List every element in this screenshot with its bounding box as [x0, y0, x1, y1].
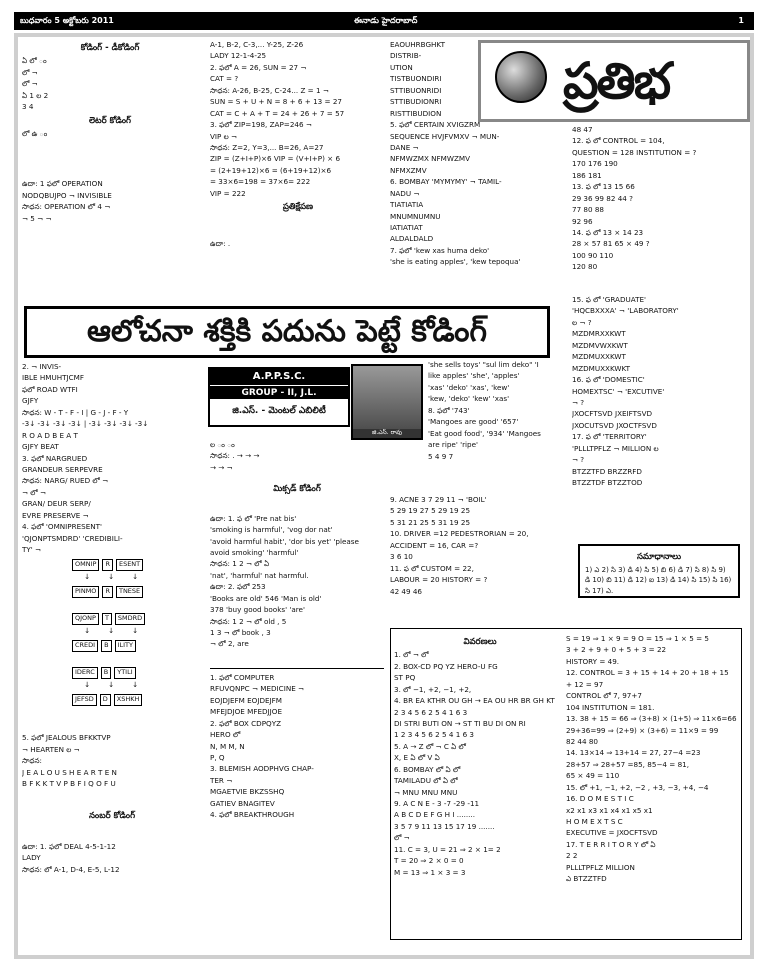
letter-box-row [72, 613, 148, 624]
text-line: 104 INSTITUTION = 181. [566, 702, 655, 712]
text-line: -3↓ -3↓ -3↓ -3↓ | -3↓ -3↓ -3↓ -3↓ [22, 419, 149, 429]
text-line: GATIEV BNAGITEV [210, 798, 275, 808]
text-line: STTIBUDIONRI [390, 97, 442, 107]
text-line: 1 2 3 4 5 6 2 5 4 1 6 3 [394, 730, 475, 740]
text-line: LABOUR = 20 HISTORY = ? [390, 575, 488, 585]
text-line: MZDMUXXKWKT [572, 363, 631, 373]
solutions-right-lines [566, 634, 738, 885]
text-line: ఉదా: 2. ఫలో 253 [210, 582, 266, 592]
text-line: GJFY BEAT [22, 442, 59, 452]
text-line: 2. BOX-CD PQ YZ HERO-U FG [394, 661, 498, 671]
text-line: are ripe' 'ripe' [428, 440, 478, 450]
letter-box: JEFSD [72, 694, 97, 705]
text-line: 92 96 [572, 216, 593, 226]
text-line: ల ¬ ? [572, 317, 592, 327]
column-mixed-coding [210, 440, 384, 950]
text-line: 1 3 ¬ లో book , 3 [210, 628, 271, 637]
text-line: 3 5 7 9 11 13 15 17 19 ....... [394, 821, 495, 831]
text-line: X, E ఏ లో V ఏ [394, 753, 440, 763]
letter-box: D [100, 694, 111, 705]
text-line: 14. ఫ లో 13 × 14 23 [572, 227, 644, 237]
text-line: A-1, B-2, C-3,... Y-25, Z-26 [210, 40, 304, 49]
text-line: 'Eat good food', '934' 'Mangoes [428, 428, 541, 438]
text-line: = 33×6=198 = 37×6= 222 [210, 177, 311, 187]
text-line: → → ¬ [210, 462, 233, 472]
text-line: 11. ఫ లో CUSTOM = 22, [390, 563, 474, 573]
text-line: B F K K T V P B F I Q O F U [22, 779, 116, 789]
text-line: T = 20 ⇒ 2 × 0 = 0 [394, 856, 464, 866]
text-line: 'nat', 'harmful' nat harmful. [210, 570, 309, 580]
text-line: PLLLTPFLZ MILLION [566, 862, 635, 872]
letter-box: TNESE [116, 586, 143, 597]
text-line: 2. ఫలో BOX CDPQYZ [210, 718, 282, 728]
letter-box: IDERC [72, 667, 98, 678]
text-line: RISTTIBUDION [390, 108, 442, 118]
text-line: 5 31 21 25 5 31 19 25 [390, 517, 471, 527]
col2b-lines [210, 440, 384, 473]
text-line: TY' ¬ [22, 545, 42, 554]
text-line: JXOCUTSVD JXOCTFSVD [572, 420, 657, 430]
text-line: MZDMVWXKWT [572, 340, 628, 350]
text-line: 7. ఫలో 'kew xas huma deko' [390, 245, 490, 255]
text-line: LADY 12-1-4-25 [210, 51, 267, 61]
text-line: H O M E X T S C [566, 817, 623, 826]
text-line: 'QJONPTSMDRD' 'CREDIBILI- [22, 533, 123, 543]
text-line: CONTROL లో 7, 97+7 [566, 691, 642, 701]
text-line: 17. T E R R I T O R Y లో ఏ [566, 839, 656, 849]
text-line: MZDMRXXKWT [572, 329, 626, 339]
text-line: HISTORY = 49. [566, 656, 620, 666]
column-questions-5-7 [390, 40, 568, 308]
text-line: SUN = S + U + N = 8 + 6 + 13 = 27 [210, 97, 342, 107]
col1b-lines [22, 362, 202, 555]
text-line: TISTBUONDIRI [390, 74, 442, 84]
col3b-lines [428, 360, 562, 462]
text-line: R O A D B E A T [22, 430, 78, 440]
text-line: JXOCFTSVD JXEIFTSVD [572, 409, 653, 419]
letter-box-row [72, 667, 139, 678]
text-line: CAT = ? [210, 74, 239, 84]
text-line: 'smoking is harmful', 'vog dor nat' [210, 525, 333, 535]
letter-box-row [72, 586, 146, 597]
photo-caption: జి.ఎస్. రావు [353, 429, 421, 438]
letter-box: OMNIP [72, 559, 99, 570]
text-line: 'HQCBXXXA' ¬ 'LABORATORY' [572, 306, 679, 316]
banner-title: ఆలోచనా శక్తికి పదును పెట్టే కోడింగ్ [24, 306, 550, 358]
text-line: ACCIDENT = 16, CAR =? [390, 540, 479, 550]
appsc-group: GROUP - II, J.L. [210, 385, 348, 399]
text-line: ఏ 1 ల 2 [22, 90, 49, 100]
answers-title: సమాధానాలు [636, 552, 682, 562]
text-line: avoid smoking' 'harmful' [210, 547, 299, 557]
text-line: సాధన: లో A-1, D-4, E-5, L-12 [22, 864, 120, 874]
text-line: సాధన: . → → → [210, 451, 260, 461]
text-line: MZDMUXXKWT [572, 352, 626, 362]
down-arrow-icon: ↓↓↓ [84, 680, 157, 690]
text-line: 186 181 [572, 170, 602, 180]
text-line: 16. D O M E S T I C [566, 794, 634, 804]
text-line: 'she sells toys' "sul lim deko" 'I [428, 360, 539, 369]
text-line: లో ¬ [394, 833, 410, 843]
text-line: 4. ఫలో BREAKTHROUGH [210, 810, 295, 820]
text-line: 12. ఫ లో CONTROL = 104, [572, 136, 665, 146]
letter-box: T [102, 613, 112, 624]
subheading-letter-coding: లెటర్ కోడింగ్ [88, 115, 132, 126]
text-line: 5 4 9 7 [428, 451, 454, 461]
text-line: MGAETVIE BKZSSHQ [210, 787, 285, 797]
text-line: 5. ఫలో CERTAIN XVIGZRM [390, 120, 481, 130]
text-line: 100 90 110 [572, 250, 614, 260]
solutions-left [394, 634, 566, 936]
text-line: 2. ఫలో A = 26, SUN = 27 ¬ [210, 62, 307, 72]
text-line: DI STRI BUTI ON → ST TI BU DI ON RI [394, 718, 526, 728]
letter-box: QJONP [72, 613, 99, 624]
text-line: = (2+19+12)×6 = (6+19+12)×6 [210, 165, 332, 175]
text-line: 3. ఫలో NARGRUED [22, 453, 88, 463]
text-line: 13. 38 + 15 = 66 ⇒ (3+8) × (1+5) ⇒ 11×6=66 [566, 714, 737, 724]
text-line: VIP ల ¬ [210, 131, 238, 141]
text-line: ALDALDALD [390, 234, 434, 244]
subheading-substitution: ప్రతిక్షేపణ [282, 202, 314, 213]
text-line: 170 176 190 [572, 159, 618, 169]
col2-end: ఉదా: . [210, 239, 231, 249]
text-line: ఉదా: 1. ఫ లో 'Pre nat bis' [210, 513, 297, 523]
text-line: ఫలో ROAD WTFI [22, 384, 78, 394]
text-line: ఉదా: 1. ఫలో DEAL 4-5-1-12 [22, 841, 116, 851]
text-line: సాధన: NARG/ RUED లో ¬ [22, 476, 109, 486]
col1b-lines-3 [22, 842, 202, 875]
text-line: 'xas' 'deko' 'xas', 'kew' [428, 382, 510, 392]
text-line: 29 36 99 82 44 ? [572, 193, 633, 203]
text-line: S = 19 ⇒ 1 × 9 = 9 O = 15 ⇒ 1 × 5 = 5 [566, 634, 709, 643]
text-line: IATIATIAT [390, 223, 423, 232]
col1-example [22, 179, 198, 224]
col4b-lines [572, 295, 748, 488]
text-line: 10. DRIVER =12 PEDESTRORIAN = 20, [390, 529, 529, 539]
text-line: UTION [390, 62, 413, 72]
text-line: లో ¬ [22, 67, 38, 77]
solutions-left-lines [394, 650, 566, 878]
text-line: BTZZTFD BRZZRFD [572, 466, 642, 476]
page-header [14, 12, 754, 30]
text-line: 6. BOMBAY లో ఏ లో [394, 764, 461, 774]
text-line: ¬ ? [572, 455, 585, 465]
column-number-values [210, 40, 386, 308]
text-line: 48 47 [572, 125, 593, 134]
text-line: 82 44 80 [566, 736, 599, 746]
text-line: 3 6 10 [390, 552, 413, 562]
text-line: BTZZTDF BTZZTOD [572, 478, 643, 487]
text-line: 77 80 88 [572, 205, 605, 215]
subheading-mixed-coding: మిక్సడ్ కోడింగ్ [273, 484, 321, 495]
text-line: 12. CONTROL = 3 + 15 + 14 + 20 + 18 + 15 [566, 668, 729, 678]
text-line: 11. C = 3, U = 21 ⇒ 2 × 1= 2 [394, 844, 501, 854]
text-line: 4. BR EA KTHR OU GH → EA OU HR BR GH KT [394, 696, 555, 706]
text-line: EOJDJEFM EOJDEJFM [210, 695, 282, 705]
text-line: 17. ఫ లో 'TERRITORY' [572, 432, 647, 442]
appsc-title: A.P.P.S.C. [210, 369, 348, 385]
column-left-lower [22, 362, 202, 952]
text-line: 15. ఫ లో 'GRADUATE' [572, 295, 647, 304]
text-line: ¬ ? [572, 397, 585, 407]
text-line: EAOUHRBGHKT [390, 40, 445, 49]
text-line: ¬ MNU MNU MNU [394, 787, 458, 797]
text-line: లో ¬ [22, 79, 38, 89]
letter-box: CREDI [72, 640, 98, 651]
text-line: సాధన: A-26, B-25, C-24... Z = 1 ¬ [210, 85, 329, 95]
text-line: 2. ¬ INVIS- [22, 362, 62, 371]
header-date: బుధవారం 5 అక్టోబరు 2011 [20, 16, 114, 25]
text-line: 2 3 4 5 6 2 5 4 1 6 3 [394, 707, 468, 717]
section-heading: కోడింగ్ - డీకోడింగ్ [80, 43, 140, 53]
text-line: TER ¬ [210, 775, 233, 785]
column-questions-9-11 [390, 495, 566, 625]
author-photo [351, 364, 423, 440]
text-line: ఏ లో ం [22, 56, 47, 66]
appsc-box [208, 367, 350, 427]
text-line: 9. ACNE 3 7 29 11 ¬ 'BOIL' [390, 495, 487, 504]
col2-lines [210, 40, 386, 199]
letter-box-row [72, 640, 139, 651]
text-line: STTIBUONRIDI [390, 85, 442, 95]
text-line: 16. ఫ లో 'DOMESTIC' [572, 375, 645, 385]
col4-lines [572, 125, 748, 273]
text-line: సాధన: 1 2 ¬ లో ఏ [210, 559, 270, 569]
text-line: DANE ¬ [390, 142, 419, 152]
text-line: P, Q [210, 752, 225, 762]
text-line: CAT = C + A + T = 24 + 26 + 7 = 57 [210, 108, 345, 118]
text-line: 5. A → Z లో ¬ C ఏ లో [394, 741, 466, 751]
text-line: HERO లో [210, 730, 241, 740]
text-line: RFUVQNPC ¬ MEDICINE ¬ [210, 684, 305, 694]
text-line: 4. ఫలో 'OMNIPRESENT' [22, 522, 102, 532]
text-line: ¬ HEARTEN ల ¬ [22, 744, 80, 754]
text-line: NFMXZMV [390, 165, 427, 175]
text-line: ST PQ [394, 673, 416, 683]
text-line: 9. A C N E - 3 -7 -29 -11 [394, 799, 480, 808]
text-line: 8. ఫలో '743' [428, 405, 470, 415]
text-line: LADY [22, 853, 41, 863]
col3c-lines [390, 495, 566, 597]
text-line: ల ం ం [210, 440, 235, 449]
solutions-right [566, 634, 738, 936]
text-line: NFMWZMX NFMWZMV [390, 154, 471, 164]
letter-box: SMDRD [115, 613, 145, 624]
text-line: MFEJDJOE MFEDJJOE [210, 707, 282, 717]
down-arrow-icon: ↓↓↓ [84, 572, 157, 582]
text-line: ఎ BTZZTFD [566, 874, 607, 884]
header-page-number: 1 [738, 16, 744, 25]
text-line: 3 + 2 + 9 + 0 + 5 + 3 = 22 [566, 645, 667, 655]
logo-title: ప్రతిభ [563, 51, 670, 110]
col2b-lines-2 [210, 514, 384, 650]
col3-lines [390, 40, 568, 268]
text-line: SEQUENCE HVJFVMXV ¬ MUN- [390, 131, 500, 141]
text-line: GJFY [22, 396, 39, 406]
text-line: సాధన: [22, 756, 42, 766]
letter-box-row [72, 559, 146, 570]
text-line: 'avoid harmful habit', 'dor bis yet' 'please [210, 536, 359, 546]
text-line: MNUMNUMNU [390, 211, 441, 221]
col1b-lines-2 [22, 733, 202, 789]
text-line: ఉదా: 1 ఫలో OPERATION [22, 179, 103, 189]
letter-box-row [72, 694, 145, 705]
text-line: 'she is eating apples', 'kew tepoqua' [390, 257, 521, 267]
text-line: EVRE PRESERVE ¬ [22, 510, 89, 520]
text-line: 'Books are old' 546 'Man is old' [210, 593, 322, 603]
text-line: సాధన: 1 2 ¬ లో old , 5 [210, 616, 287, 626]
column-coding-decoding [22, 40, 198, 308]
letter-box: XSHKH [114, 694, 143, 705]
text-line: లో ఉ ం [22, 128, 48, 138]
letter-box: ILITY [115, 640, 136, 651]
text-line: 29+36=99 ⇒ (2+9) × (3+6) = 11×9 = 99 [566, 725, 719, 735]
text-line: ZIP = (Z+I+P)×6 VIP = (V+I+P) × 6 [210, 154, 341, 164]
text-line: 3. ఫలో ZIP=198, ZAP=246 ¬ [210, 120, 312, 130]
text-line: 5. ఫలో JEALOUS BFKKTVP [22, 733, 111, 743]
text-line: 1. లో ¬ లో [394, 650, 429, 660]
answers-text: 1) ఎ 2) సి 3) డి 4) సి 5) బి 6) డి 7) సి 8) సి 9) డి 10) బి 11) డి 12) ఐ 13) డి 14) సి 15) సి 16) సి 17) ఎ. [585, 566, 732, 595]
col2b-lines-3 [210, 668, 384, 821]
text-line: M = 13 ⇒ 1 × 3 = 3 [394, 867, 466, 877]
text-line: ¬ 5 ¬ ¬ [22, 213, 52, 223]
answers-box [578, 544, 740, 598]
text-line: GRAN/ DEUR SERP/ [22, 499, 91, 509]
text-line: 'Mangoes are good' '657' [428, 417, 519, 427]
appsc-subject: జి.ఎస్. - మెంటల్ ఎబిలిటీ [232, 406, 326, 416]
text-line: like apples' 'she', 'apples' [428, 371, 520, 381]
text-line: 42 49 46 [390, 586, 423, 596]
text-line: 28 × 57 81 65 × 49 ? [572, 239, 650, 249]
text-line: VIP = 222 [210, 188, 246, 198]
letter-box: ESENT [116, 559, 143, 570]
text-line: 'kew, 'deko' 'kew' 'xas' [428, 394, 510, 404]
text-line: సాధన: OPERATION లో 4 ¬ [22, 202, 111, 212]
text-line: TIATIATIA [390, 200, 424, 210]
text-line: IBLE HMUHTJCMF [22, 373, 85, 383]
text-line: x2 x1 x3 x1 x4 x1 x5 x1 [566, 805, 653, 815]
text-line: 378 'buy good books' 'are' [210, 605, 305, 615]
text-line: N, M M, N [210, 741, 245, 751]
text-line: 3. లో −1, +2, −1, +2, [394, 684, 472, 694]
letter-box: R [102, 559, 113, 570]
text-line: HOMEXTSC' ¬ 'EXCUTIVE' [572, 386, 665, 396]
letter-box: B [101, 640, 111, 651]
text-line: J E A L O U S H E A R T E N [22, 767, 117, 777]
text-line: DISTRIB- [390, 51, 422, 61]
text-line: TAMILADU లో ఏ లో [394, 776, 458, 786]
text-line: 14. 13×14 ⇒ 13+14 = 27, 27−4 =23 [566, 748, 701, 758]
text-line: 65 × 49 = 110 [566, 771, 620, 781]
down-arrow-icon: ↓↓↓ [84, 626, 157, 636]
header-edition: ఈనాడు హైదరాబాద్ [354, 16, 418, 25]
text-line: 120 80 [572, 262, 598, 272]
text-line: NADU ¬ [390, 188, 420, 198]
text-line: ¬ లో 2, are [210, 639, 249, 649]
text-line: 13. ఫ లో 13 15 66 [572, 182, 635, 192]
letter-box: R [102, 586, 113, 597]
text-line: 1. ఫలో COMPUTER [210, 672, 275, 682]
text-line: A B C D E F G H I ........ [394, 810, 476, 820]
text-line: 15. లో +1, −1, +2, −2 , +3, −3, +4, −4 [566, 782, 709, 792]
text-line: 'PLLLTPFLZ ¬ MILLION ల [572, 443, 659, 453]
text-line: EXECUTIVE = JXOCFTSVD [566, 828, 658, 838]
subheading-number-coding: నంబర్ కోడింగ్ [88, 810, 136, 821]
solutions-title: వివరణలు [463, 637, 497, 647]
text-line: ¬ లో ¬ [22, 487, 47, 497]
letter-box-diagram [22, 559, 202, 729]
text-line: 2 2 [566, 851, 578, 861]
letter-box: YTILI [114, 667, 135, 678]
text-line: NODQBUJPO ¬ INVISIBLE [22, 190, 112, 200]
col1-lines-2 [22, 129, 198, 139]
text-line: QUESTION = 128 INSTITUTION = ? [572, 147, 697, 157]
text-line: సాధన: Z=2, Y=3,... B=26, A=27 [210, 142, 324, 152]
text-line: 6. BOMBAY 'MYMYMY' ¬ TAMIL- [390, 177, 502, 187]
letter-box: PINMO [72, 586, 99, 597]
col1-lines [22, 56, 198, 112]
text-line: సాధన: W - T - F - I | G - J - F - Y [22, 407, 129, 417]
column-questions-12-14 [572, 125, 748, 300]
letter-box: B [101, 667, 111, 678]
text-line: + 12 = 97 [566, 679, 604, 689]
text-line: 3. BLEMISH AODPHVG CHAP- [210, 764, 314, 774]
text-line: GRANDEUR SERPEVRE [22, 464, 103, 474]
text-line: 3 4 [22, 102, 34, 112]
text-line: 5 29 19 27 5 29 19 25 [390, 506, 471, 516]
text-line: 28+57 ⇒ 28+57 =85, 85−4 = 81, [566, 759, 690, 769]
